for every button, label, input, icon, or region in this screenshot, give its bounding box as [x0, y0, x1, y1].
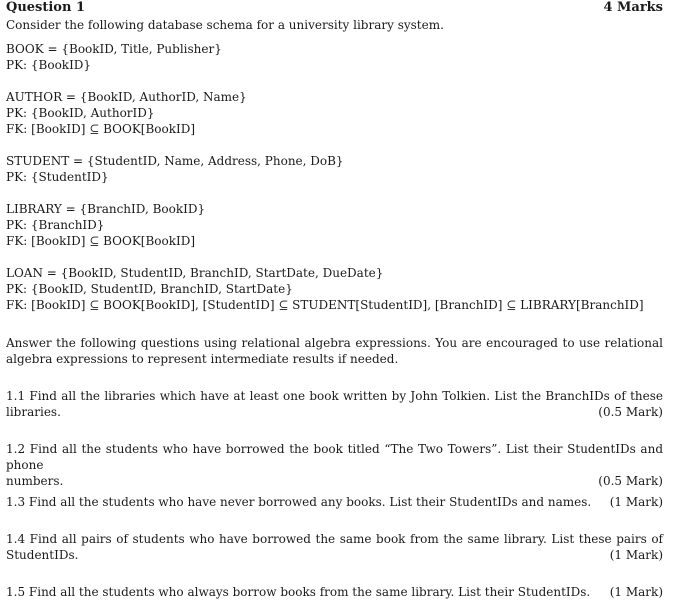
schema-relation: BOOK = {BookID, Title, Publisher} — [6, 42, 222, 56]
schema-library — [6, 201, 663, 249]
schema-primary-key: PK: {BookID, AuthorID} — [6, 106, 155, 120]
instructions-paragraph: Answer the following questions using relational algebra expressions. You are encouraged to use relational algebra expressions to represent intermediate results if needed. — [6, 336, 663, 366]
schema-primary-key: PK: {BookID} — [6, 58, 92, 72]
subquestion-text-continued: StudentIDs. — [6, 548, 79, 562]
subquestion-text-continued: numbers. — [6, 474, 64, 488]
subquestion-mark: (0.5 Mark) — [598, 405, 663, 419]
subquestion-text: 1.5 Find all the students who always borrow books from the same library. List their StudentIDs. — [6, 585, 591, 599]
subquestion-mark: (1 Mark) — [609, 548, 663, 562]
schema-author — [6, 89, 663, 137]
subquestion-1-4 — [6, 531, 663, 563]
schema-relation: LIBRARY = {BranchID, BookID} — [6, 202, 206, 216]
schema-primary-key: PK: {BookID, StudentID, BranchID, StartDate} — [6, 282, 293, 296]
subquestion-1-5 — [6, 584, 663, 600]
subquestion-1-3 — [6, 494, 663, 510]
subquestion-text: 1.4 Find all pairs of students who have borrowed the same book from the same library. List these pairs of — [6, 532, 663, 546]
subquestion-text: 1.3 Find all the students who have never borrowed any books. List their StudentIDs and names. — [6, 495, 592, 509]
schema-book — [6, 41, 663, 73]
schema-relation: AUTHOR = {BookID, AuthorID, Name} — [6, 90, 247, 104]
schema-foreign-key: FK: [BookID] ⊆ BOOK[BookID], [StudentID] ⊆ STUDENT[StudentID], [BranchID] ⊆ LIBRARY[BranchID] — [6, 298, 644, 312]
question-marks: 4 Marks — [603, 0, 663, 15]
subquestion-text: 1.1 Find all the libraries which have at least one book written by John Tolkien. List the BranchIDs of these — [6, 389, 663, 403]
subquestion-mark: (1 Mark) — [609, 495, 663, 509]
subquestion-mark: (1 Mark) — [609, 585, 663, 599]
schema-section — [6, 41, 663, 329]
subquestion-mark: (0.5 Mark) — [598, 474, 663, 488]
schema-primary-key: PK: {StudentID} — [6, 170, 109, 184]
schema-foreign-key: FK: [BookID] ⊆ BOOK[BookID] — [6, 122, 196, 136]
schema-loan — [6, 265, 663, 313]
schema-primary-key: PK: {BranchID} — [6, 218, 105, 232]
subquestion-text-continued: libraries. — [6, 405, 61, 419]
schema-foreign-key: FK: [BookID] ⊆ BOOK[BookID] — [6, 234, 196, 248]
subquestion-1-2 — [6, 441, 663, 489]
schema-relation: LOAN = {BookID, StudentID, BranchID, StartDate, DueDate} — [6, 266, 384, 280]
schema-student — [6, 153, 663, 185]
question-title: Question 1 — [6, 0, 86, 15]
subquestion-text: 1.2 Find all the students who have borrowed the book titled “The Two Towers”. List their StudentIDs and phone — [6, 442, 663, 472]
question-intro: Consider the following database schema for a university library system. — [6, 18, 444, 32]
subquestion-1-1 — [6, 388, 663, 420]
schema-relation: STUDENT = {StudentID, Name, Address, Phone, DoB} — [6, 154, 344, 168]
question-header — [6, 0, 663, 16]
